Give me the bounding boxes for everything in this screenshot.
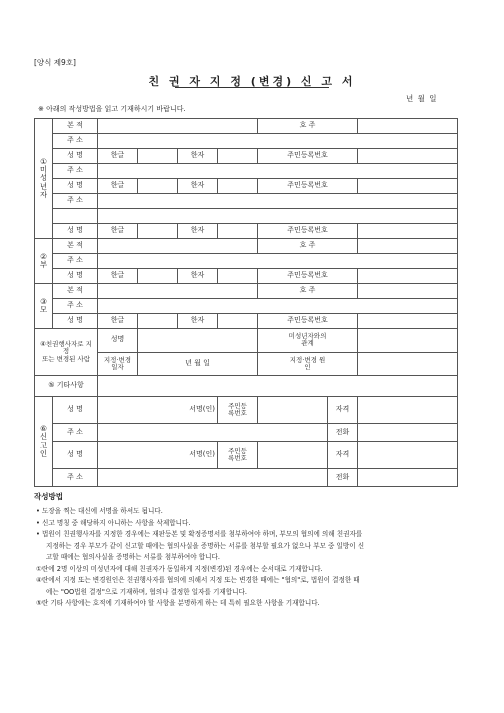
hangul-name-field[interactable] — [138, 224, 178, 239]
address-label: 주 소 — [53, 299, 98, 314]
name-label: 성 명 — [53, 224, 98, 239]
hanja-label: 한자 — [178, 149, 218, 164]
address-field[interactable] — [98, 134, 458, 149]
guide-item: 고할 때에는 협의사실을 증명하는 서류를 첨부하여야 합니다. — [46, 553, 220, 562]
hanja-name-field[interactable] — [218, 224, 258, 239]
hangul-label: 한글 — [98, 314, 138, 329]
blank-field[interactable] — [98, 209, 458, 224]
rrn-label: 주민등록번호 — [258, 224, 358, 239]
father-address-row — [35, 254, 458, 269]
report-form-table — [34, 118, 458, 487]
name-label: 성 명 — [53, 314, 98, 329]
form-number: [양식 제9호] — [34, 58, 76, 67]
address-label: 주 소 — [53, 134, 98, 149]
address-field[interactable] — [98, 164, 458, 179]
reporter-name-row — [35, 397, 458, 424]
hangul-name-field[interactable] — [138, 179, 178, 194]
rrn-label: 주민등록번호 — [258, 269, 358, 284]
bonjeok-field[interactable] — [98, 239, 258, 254]
signature-field[interactable]: 서명(인) — [98, 397, 218, 424]
name-label: 성 명 — [53, 269, 98, 284]
hangul-name-field[interactable] — [138, 314, 178, 329]
address-field[interactable] — [98, 299, 458, 314]
form-title: 친 권 자 지 정 (변경) 신 고 서 — [148, 75, 356, 88]
hoju-field[interactable] — [358, 239, 458, 254]
rrn-label: 주민등 록번호 — [218, 397, 258, 424]
address-field[interactable] — [98, 194, 458, 209]
relation-label: 미성년자와의 관계 — [258, 329, 358, 353]
designee-date-row — [35, 352, 458, 376]
qualification-field[interactable] — [358, 442, 458, 469]
name-label: 성 명 — [53, 179, 98, 194]
instruction-note: ※ 아래의 작성방법을 읽고 기재하시기 바랍니다. — [38, 105, 186, 113]
bonjeok-field[interactable] — [98, 284, 258, 299]
hanja-label: 한자 — [178, 224, 218, 239]
phone-label: 전화 — [328, 469, 358, 487]
hanja-name-field[interactable] — [218, 314, 258, 329]
phone-field[interactable] — [358, 469, 458, 487]
address-field[interactable] — [98, 469, 328, 487]
rrn-field[interactable] — [358, 224, 458, 239]
rrn-label: 주민등록번호 — [258, 314, 358, 329]
address-label: 주 소 — [53, 469, 98, 487]
mother-name-row — [35, 314, 458, 329]
hoju-label: 호 주 — [258, 119, 358, 134]
father-section-label: ② 부 — [35, 239, 53, 284]
guide-item: • 신고 명칭 중 해당하지 아니하는 사항을 삭제합니다. — [36, 518, 191, 527]
phone-label: 전화 — [328, 424, 358, 442]
bonjeok-label: 본 적 — [53, 119, 98, 134]
relation-field[interactable] — [358, 329, 458, 353]
minor-bonjeok-row — [35, 119, 458, 134]
hangul-label: 한글 — [98, 149, 138, 164]
hoju-label: 호 주 — [258, 239, 358, 254]
guide-item: • 도장을 찍는 대신에 서명을 하셔도 됩니다. — [36, 507, 163, 515]
guide-items — [36, 506, 460, 610]
guide-item: 에는 "OO법원 결정"으로 기재하며, 협의나 결정한 일자를 기재합니다. — [46, 587, 247, 596]
name-label: 성 명 — [53, 149, 98, 164]
signature-field[interactable]: 서명(인) — [98, 442, 218, 469]
designee-name-row — [35, 329, 458, 353]
change-cause-label: 지정·변경 원 인 — [258, 352, 358, 376]
blank-label-cell — [53, 209, 98, 224]
title-underline — [175, 87, 329, 88]
phone-field[interactable] — [358, 424, 458, 442]
minor-name-row — [35, 224, 458, 239]
bonjeok-label: 본 적 — [53, 239, 98, 254]
hangul-label: 한글 — [98, 269, 138, 284]
qualification-label: 자격 — [328, 397, 358, 424]
guide-item: • 법원이 친권행사자를 지정한 경우에는 재판등본 및 확정증명서를 첨부하여야 하며, 부모의 협의에 의해 친권자를 — [36, 530, 363, 539]
minor-address-row — [35, 134, 458, 149]
name-label: 성 명 — [53, 397, 98, 424]
hanja-name-field[interactable] — [218, 149, 258, 164]
guide-item: ⑤란 기타 사항에는 호적에 기재하여야 할 사항을 분명하게 하는 데 특히 필요한 사항을 기재합니다. — [36, 599, 320, 608]
name-label: 성 명 — [53, 442, 98, 469]
hoju-field[interactable] — [358, 284, 458, 299]
guide-item: 지정하는 경우 부모가 같이 신고할 때에는 협의사실을 증명하는 서류를 첨부할 필요가 없으나 부모 중 일방이 신 — [46, 541, 365, 550]
minor-name-row — [35, 179, 458, 194]
hanja-label: 한자 — [178, 179, 218, 194]
minor-section-label: ① 미 성 년 자 — [35, 119, 53, 239]
father-name-row — [35, 269, 458, 284]
bonjeok-label: 본 적 — [53, 284, 98, 299]
minor-address-row — [35, 194, 458, 209]
change-date-field[interactable]: 년 월 일 — [138, 352, 258, 376]
rrn-field[interactable] — [258, 397, 328, 424]
reporter-address-row — [35, 424, 458, 442]
reporter-name-row — [35, 442, 458, 469]
guide-item: ④란에서 지정 또는 변경원인은 친권행사자를 협의에 의해서 지정 또는 변경한 때에는 "협의"로, 법원이 결정한 때 — [36, 576, 360, 585]
other-row — [35, 376, 458, 397]
mother-section-label: ③ 모 — [35, 284, 53, 329]
hanja-name-field[interactable] — [218, 269, 258, 284]
rrn-label: 주민등록번호 — [258, 149, 358, 164]
bonjeok-field[interactable] — [98, 119, 258, 134]
minor-blank-row — [35, 209, 458, 224]
address-label: 주 소 — [53, 194, 98, 209]
qualification-label: 자격 — [328, 442, 358, 469]
designee-label: ④친권행사자로 지정 또는 변경된 사람 — [35, 329, 98, 376]
address-label: 주 소 — [53, 254, 98, 269]
designee-name-field[interactable] — [138, 329, 258, 353]
rrn-field[interactable] — [358, 314, 458, 329]
rrn-label: 주민등 록번호 — [218, 442, 258, 469]
minor-name-row — [35, 149, 458, 164]
rrn-field[interactable] — [358, 269, 458, 284]
hangul-label: 한글 — [98, 224, 138, 239]
report-date: 년 월 일 — [406, 94, 438, 103]
other-field[interactable] — [98, 376, 458, 397]
hanja-label: 한자 — [178, 314, 218, 329]
change-cause-field[interactable] — [358, 352, 458, 376]
mother-address-row — [35, 299, 458, 314]
change-date-label: 지정·변경 일자 — [98, 352, 138, 376]
hangul-label: 한글 — [98, 179, 138, 194]
hangul-name-field[interactable] — [138, 149, 178, 164]
qualification-field[interactable] — [358, 397, 458, 424]
address-label: 주 소 — [53, 424, 98, 442]
reporter-section-label: ⑥ 신 고 인 — [35, 397, 53, 487]
rrn-field[interactable] — [358, 149, 458, 164]
address-field[interactable] — [98, 424, 328, 442]
rrn-field[interactable] — [258, 442, 328, 469]
guide-title: 작성방법 — [34, 492, 63, 501]
mother-bonjeok-row — [35, 284, 458, 299]
hoju-label: 호 주 — [258, 284, 358, 299]
address-label: 주 소 — [53, 164, 98, 179]
hanja-name-field[interactable] — [218, 179, 258, 194]
hoju-field[interactable] — [358, 119, 458, 134]
hangul-name-field[interactable] — [138, 269, 178, 284]
designee-name-label: 성명 — [98, 329, 138, 353]
guide-item: ①란에 2명 이상의 미성년자에 대해 친권자가 동일하게 지정(변경)된 경우에는 순서대로 기재합니다. — [36, 564, 323, 573]
rrn-field[interactable] — [358, 179, 458, 194]
address-field[interactable] — [98, 254, 458, 269]
other-label: ⑤ 기타사항 — [35, 376, 98, 397]
reporter-address-row — [35, 469, 458, 487]
rrn-label: 주민등록번호 — [258, 179, 358, 194]
father-bonjeok-row — [35, 239, 458, 254]
hanja-label: 한자 — [178, 269, 218, 284]
minor-address-row — [35, 164, 458, 179]
